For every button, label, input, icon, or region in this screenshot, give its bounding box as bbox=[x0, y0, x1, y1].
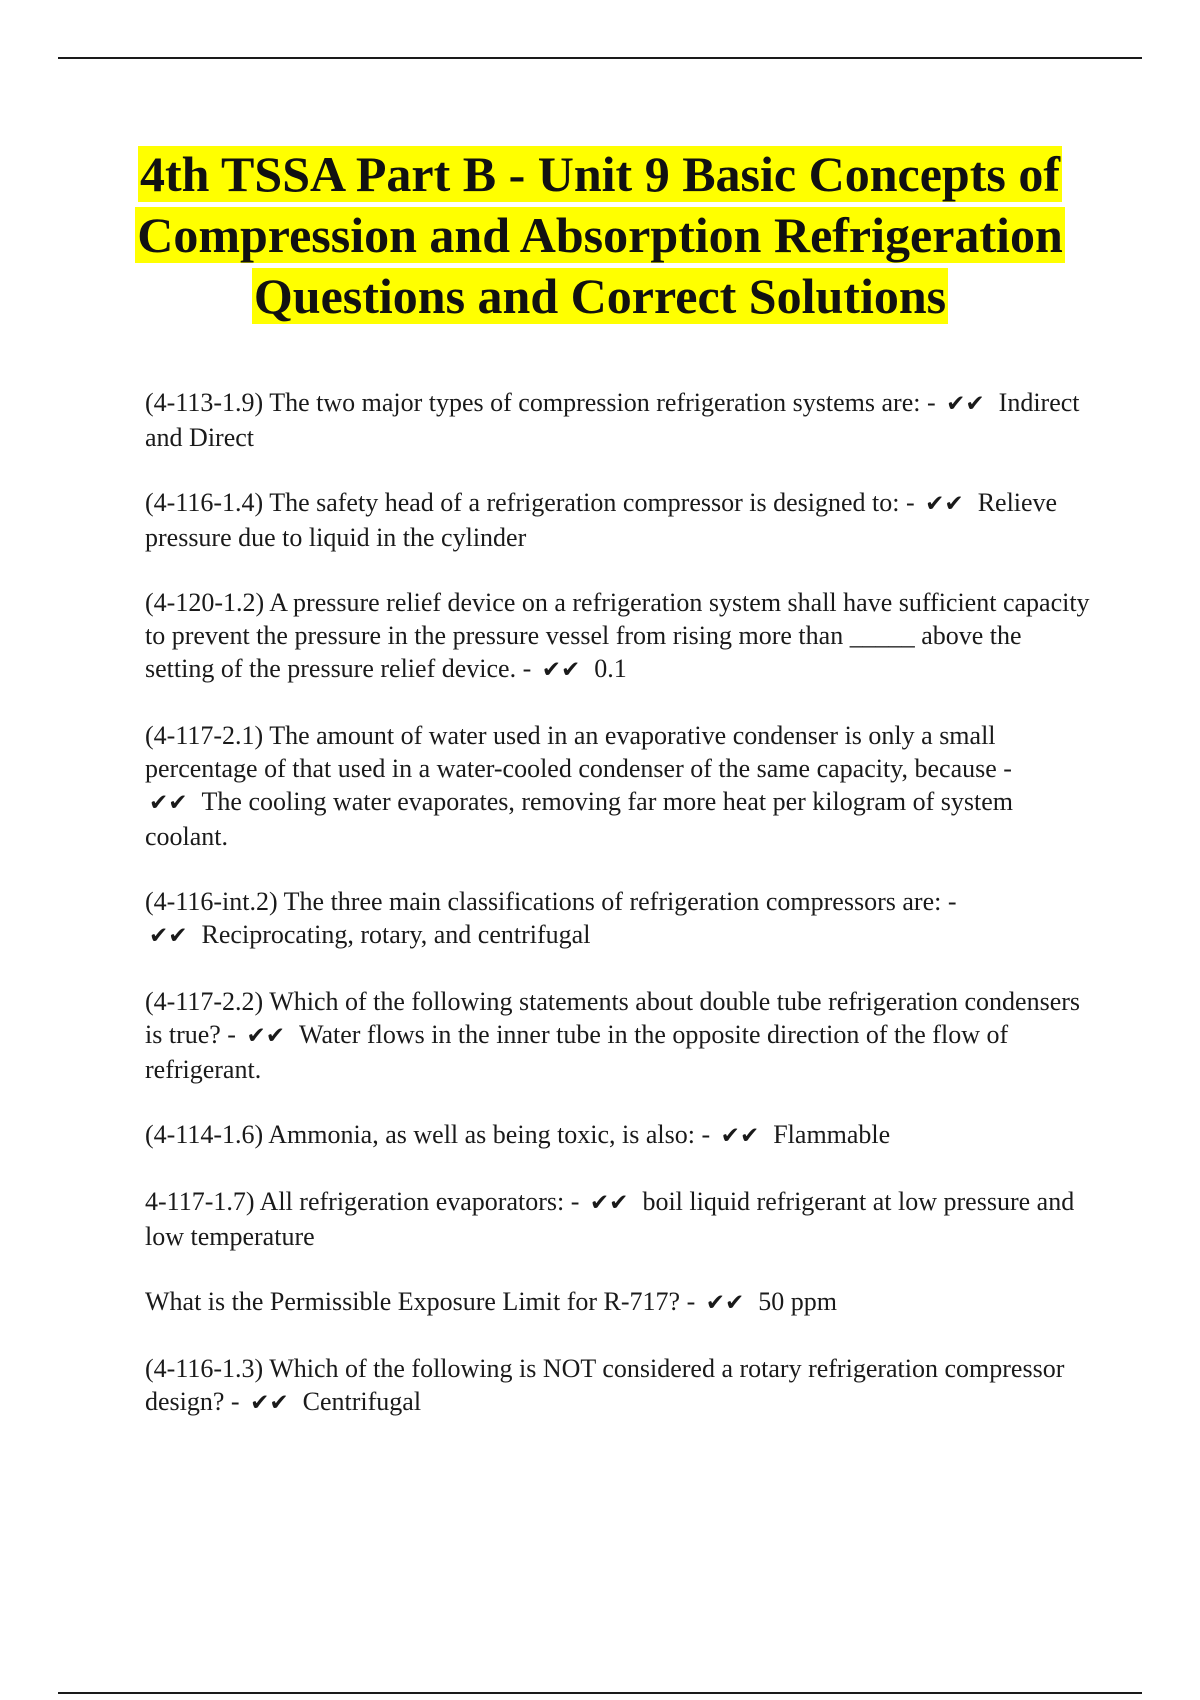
title-highlight: 4th TSSA Part B - Unit 9 Basic Concepts of Compression and Absorption Refrigeration Questions and Correct Solutions bbox=[137, 146, 1063, 324]
question-text: 4-117-1.7) All refrigeration evaporators: - bbox=[145, 1187, 580, 1216]
check-mark-icon: ✔✔ bbox=[246, 1023, 286, 1049]
document-title bbox=[58, 144, 1142, 327]
check-mark-icon: ✔✔ bbox=[250, 1390, 289, 1416]
answer-text: Relieve pressure due to liquid in the cylinder bbox=[145, 488, 1058, 552]
question-text: (4-116-1.4) The safety head of a refrigeration compressor is designed to: - bbox=[145, 488, 915, 517]
qa-item bbox=[145, 719, 1090, 853]
qa-item bbox=[145, 1185, 1090, 1253]
answer-text: Reciprocating, rotary, and centrifugal bbox=[201, 920, 591, 949]
qa-item bbox=[145, 985, 1090, 1086]
answer-text: Flammable bbox=[773, 1120, 891, 1149]
check-mark-icon: ✔✔ bbox=[720, 1123, 760, 1149]
answer-text: Water flows in the inner tube in the opposite direction of the flow of refrigerant. bbox=[145, 1020, 1009, 1084]
question-text: (4-117-2.1) The amount of water used in an evaporative condenser is only a small percentage of that used in a water-cooled condenser of the same capacity, because - bbox=[145, 721, 1012, 783]
check-mark-icon: ✔✔ bbox=[946, 391, 985, 417]
question-text: (4-114-1.6) Ammonia, as well as being toxic, is also: - bbox=[145, 1120, 711, 1149]
qa-item bbox=[145, 1352, 1090, 1420]
top-rule bbox=[58, 57, 1142, 59]
question-text: What is the Permissible Exposure Limit for R-717? - bbox=[145, 1287, 696, 1316]
check-mark-icon: ✔✔ bbox=[705, 1290, 745, 1316]
check-mark-icon: ✔✔ bbox=[149, 790, 188, 816]
answer-text: 50 ppm bbox=[758, 1287, 838, 1316]
answer-text: 0.1 bbox=[594, 654, 627, 683]
answer-text: Indirect and Direct bbox=[145, 388, 1080, 452]
qa-item bbox=[145, 1285, 1090, 1320]
check-mark-icon: ✔✔ bbox=[149, 923, 188, 949]
question-text: (4-116-1.3) Which of the following is NOT considered a rotary refrigeration compressor design? - bbox=[145, 1354, 1065, 1416]
qa-item bbox=[145, 885, 1090, 953]
check-mark-icon: ✔✔ bbox=[925, 491, 964, 517]
qa-item bbox=[145, 1118, 1090, 1153]
question-text: (4-120-1.2) A pressure relief device on a refrigeration system shall have sufficient capacity to prevent the pressure in the pressure vessel from rising more than _____ above the setting of the pressure relief device. - bbox=[145, 588, 1090, 683]
bottom-rule bbox=[58, 1692, 1142, 1694]
answer-text: boil liquid refrigerant at low pressure and low temperature bbox=[145, 1187, 1075, 1251]
check-mark-icon: ✔✔ bbox=[541, 657, 581, 683]
question-text: (4-117-2.2) Which of the following statements about double tube refrigeration condensers is true? - bbox=[145, 987, 1081, 1049]
check-mark-icon: ✔✔ bbox=[589, 1190, 629, 1216]
qa-item bbox=[145, 386, 1090, 454]
answer-text: Centrifugal bbox=[302, 1387, 422, 1416]
question-text: (4-116-int.2) The three main classifications of refrigeration compressors are: - bbox=[145, 887, 957, 916]
qa-item bbox=[145, 486, 1090, 554]
qa-item bbox=[145, 586, 1090, 687]
qa-list bbox=[145, 386, 1090, 1452]
answer-text: The cooling water evaporates, removing far more heat per kilogram of system coolant. bbox=[145, 787, 1014, 851]
question-text: (4-113-1.9) The two major types of compression refrigeration systems are: - bbox=[145, 388, 936, 417]
title-block bbox=[58, 144, 1142, 327]
